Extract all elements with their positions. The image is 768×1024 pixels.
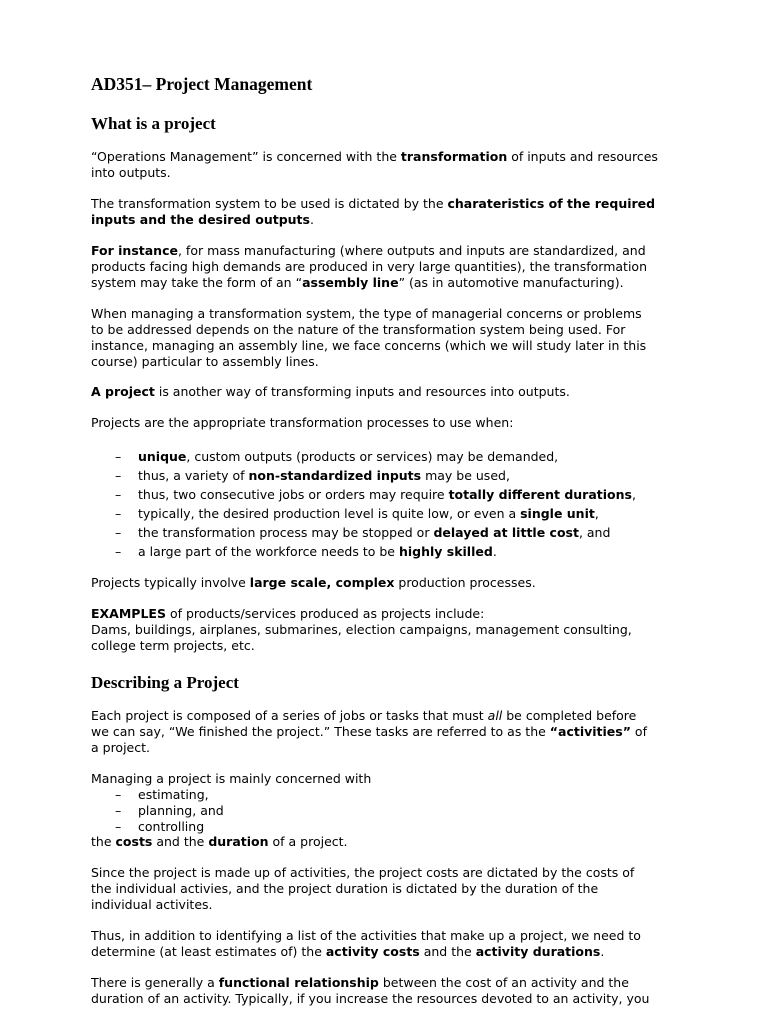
paragraph-operations-management: “Operations Management” is concerned with the transformation of inputs and resources into outputs.	[91, 149, 658, 180]
list-item: – unique, custom outputs (products or services) may be demanded,	[115, 449, 559, 464]
list-item: – thus, two consecutive jobs or orders may require totally different durations,	[115, 487, 636, 502]
list-item: – a large part of the workforce needs to be highly skilled.	[115, 544, 497, 559]
paragraph-managing-a-project: Managing a project is mainly concerned with	[91, 771, 372, 786]
document-title: AD351– Project Management	[91, 74, 313, 94]
list-item: – planning, and	[115, 803, 224, 818]
paragraph-transformation-system: The transformation system to be used is dictated by the charateristics of the required inputs and the desired outputs.	[91, 196, 656, 227]
paragraph-activity-estimates: Thus, in addition to identifying a list of the activities that make up a project, we need to determine (at least estimates of) the activity costs and the activity durations.	[91, 928, 641, 959]
paragraph-managing-transformation: When managing a transformation system, the type of managerial concerns or problems to be addressed depends on the nature of the transformation system being used. For instance, managing an assembly line, we face concerns (which we will study later in this course) particular to assembly lines.	[91, 306, 647, 369]
paragraph-examples: EXAMPLES of products/services produced as projects include: Dams, buildings, airplanes, submarines, election campaigns, management consulting, college term projects, etc.	[91, 606, 632, 653]
paragraph-project-costs: Since the project is made up of activities, the project costs are dictated by the costs of the individual activies, and the project duration is dictated by the duration of the individual activites.	[91, 865, 635, 912]
list-item: – typically, the desired production level is quite low, or even a single unit,	[115, 506, 599, 521]
heading-describing-a-project: Describing a Project	[91, 673, 239, 692]
paragraph-functional-relationship: There is generally a functional relationship between the cost of an activity and the duration of an activity. Typically, if you increase the resources devoted to an activity, you	[91, 975, 650, 1006]
paragraph-large-scale: Projects typically involve large scale, complex production processes.	[91, 575, 536, 590]
project-conditions-list	[91, 447, 636, 561]
paragraph-costs-duration: the costs and the duration of a project.	[91, 834, 348, 849]
list-item: – controlling	[115, 819, 205, 834]
paragraph-for-instance: For instance, for mass manufacturing (where outputs and inputs are standardized, and products facing high demands are produced in very large quantities), the transformation system may take the form of an “assembly line” (as in automotive manufacturing).	[91, 243, 647, 290]
list-item: – estimating,	[115, 787, 209, 802]
paragraph-projects-appropriate: Projects are the appropriate transformation processes to use when:	[91, 415, 514, 430]
paragraph-a-project: A project is another way of transforming inputs and resources into outputs.	[91, 384, 570, 399]
paragraph-each-project: Each project is composed of a series of jobs or tasks that must all be completed before we can say, “We finished the project.” These tasks are referred to as the “activities” of a project.	[91, 708, 647, 755]
list-item: – the transformation process may be stopped or delayed at little cost, and	[115, 525, 611, 540]
list-item: – thus, a variety of non-standardized inputs may be used,	[115, 468, 510, 483]
heading-what-is-a-project: What is a project	[91, 114, 216, 133]
managing-activities-list	[91, 787, 224, 835]
